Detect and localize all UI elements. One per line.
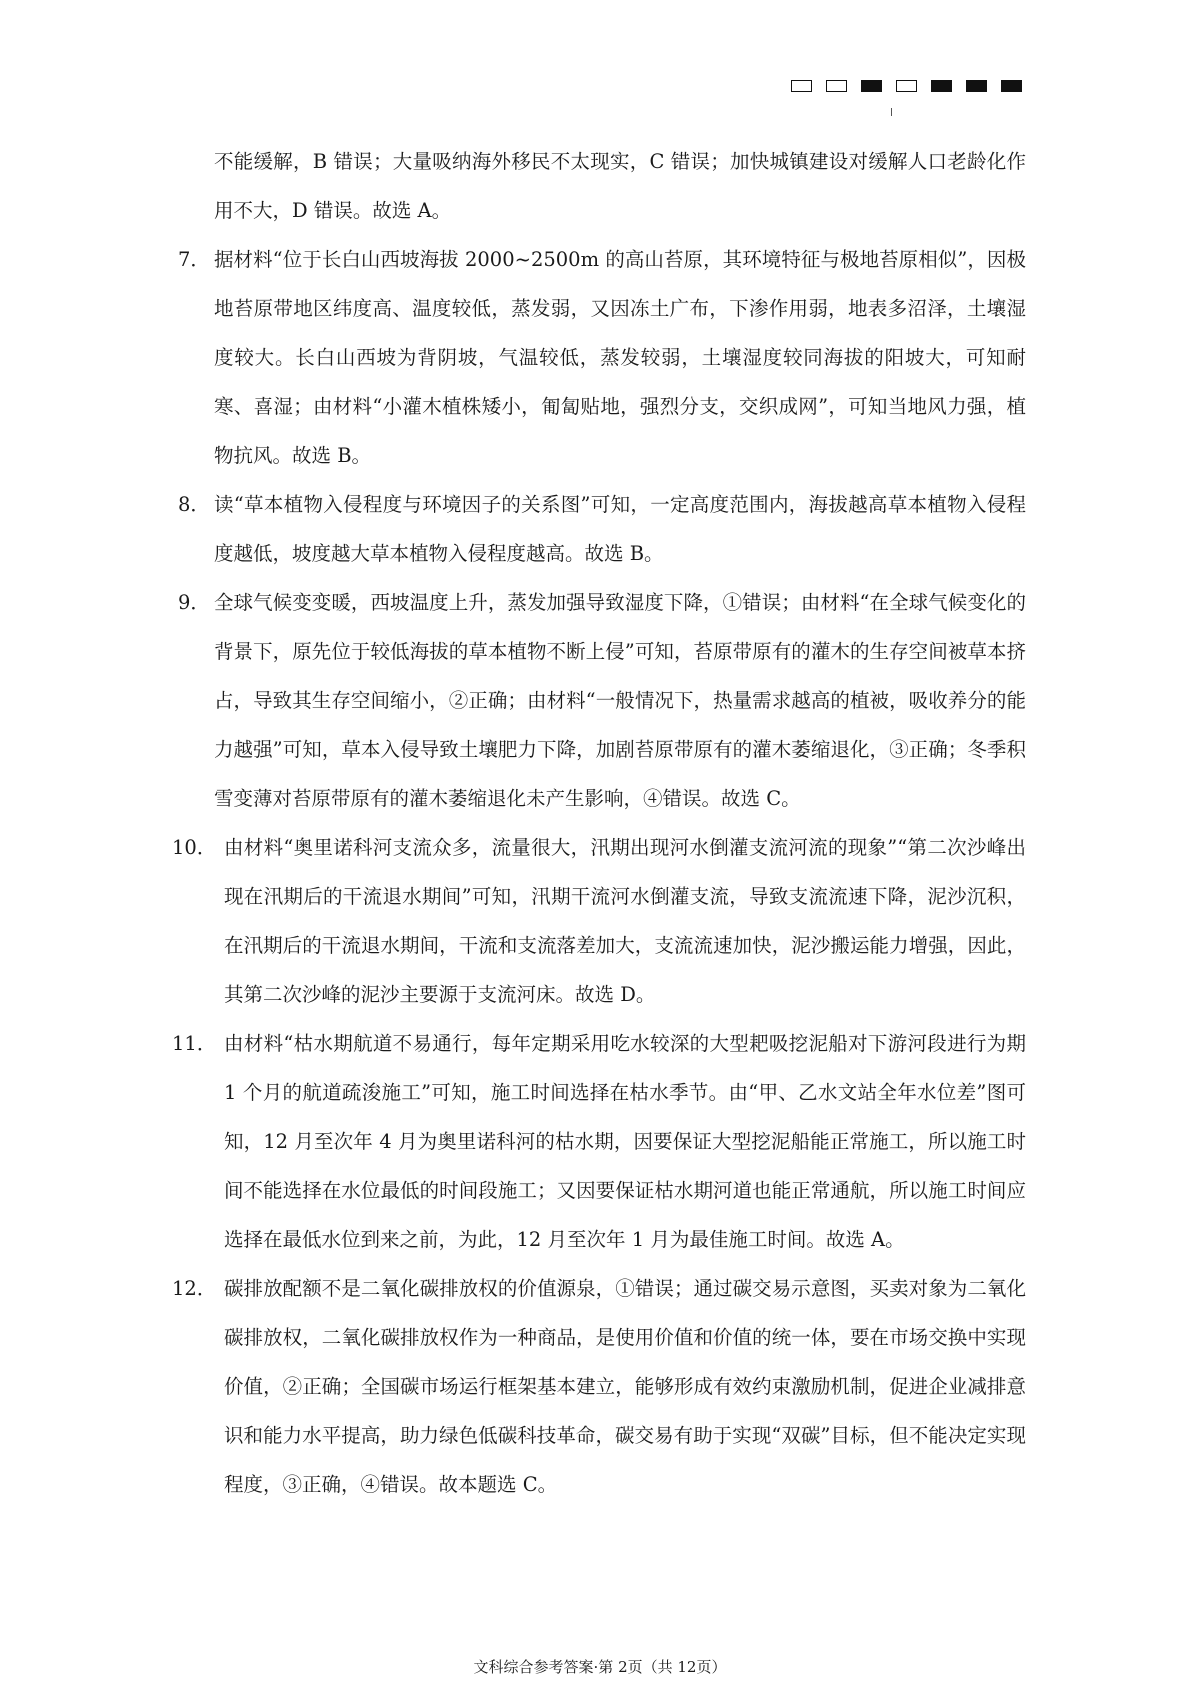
header-tick — [891, 108, 892, 116]
header-mark — [966, 80, 987, 92]
header-mark — [861, 80, 882, 92]
answer-item-9 — [178, 578, 1026, 823]
page-footer: 文科综合参考答案·第 2页（共 12页） — [473, 1658, 727, 1676]
answer-number: 9． — [178, 591, 210, 614]
answer-text: 由材料“枯水期航道不易通行，每年定期采用吃水较深的大型耙吸挖泥船对下游河段进行为期 1 个月的航道疏浚施工”可知，施工时间选择在枯水季节。由“甲、乙水文站全年水位差”图可知，12 月至次年 4 月为奥里诺科河的枯水期，因要保证大型挖泥船能正常施工，所以施工时间不能选择在水位最低的时间段施工；又因要保证枯水期河道也能正常通航，所以施工时间应选择在最低水位到来之前，为此，12 月至次年 1 月为最佳施工时间。故选 A。 — [224, 1032, 1026, 1251]
answer-number: 7． — [178, 248, 210, 271]
answer-text: 由材料“奥里诺科河支流众多，流量很大，汛期出现河水倒灌支流河流的现象”“第二次沙峰出现在汛期后的干流退水期间”可知，汛期干流河水倒灌支流，导致支流流速下降，泥沙沉积，在汛期后的干流退水期间，干流和支流落差加大，支流流速加快，泥沙搬运能力增强，因此，其第二次沙峰的泥沙主要源于支流河床。故选 D。 — [224, 836, 1026, 1006]
answer-text: 碳排放配额不是二氧化碳排放权的价值源泉，①错误；通过碳交易示意图，买卖对象为二氧化碳排放权，二氧化碳排放权作为一种商品，是使用价值和价值的统一体，要在市场交换中实现价值，②正确；全国碳市场运行框架基本建立，能够形成有效约束激励机制，促进企业减排意识和能力水平提高，助力绿色低碳科技革命，碳交易有助于实现“双碳”目标，但不能决定实现程度，③正确，④错误。故本题选 C。 — [224, 1277, 1026, 1496]
header-mark — [896, 80, 917, 92]
answer-item-7 — [178, 235, 1026, 480]
answer-content — [172, 137, 1026, 1509]
answer-text: 读“草本植物入侵程度与环境因子的关系图”可知，一定高度范围内，海拔越高草本植物入侵程度越低，坡度越大草本植物入侵程度越高。故选 B。 — [214, 493, 1026, 565]
header-marks — [791, 80, 1022, 92]
answer-item-8 — [178, 480, 1026, 578]
header-mark — [791, 80, 812, 92]
answer-item-11 — [172, 1019, 1026, 1264]
header-mark — [826, 80, 847, 92]
answer-text: 据材料“位于长白山西坡海拔 2000~2500m 的高山苔原，其环境特征与极地苔原相似”，因极地苔原带地区纬度高、温度较低，蒸发弱，又因冻土广布，下渗作用弱，地表多沼泽，土壤湿度较大。长白山西坡为背阴坡，气温较低，蒸发较弱，土壤湿度较同海拔的阳坡大，可知耐寒、喜湿；由材料“小灌木植株矮小，匍匐贴地，强烈分支，交织成网”，可知当地风力强，植物抗风。故选 B。 — [214, 248, 1026, 467]
header-mark — [931, 80, 952, 92]
answer-number: 12． — [172, 1277, 217, 1300]
answer-text: 全球气候变变暖，西坡温度上升，蒸发加强导致湿度下降，①错误；由材料“在全球气候变化的背景下，原先位于较低海拔的草本植物不断上侵”可知，苔原带原有的灌木的生存空间被草本挤占，导致其生存空间缩小，②正确；由材料“一般情况下，热量需求越高的植被，吸收养分的能力越强”可知，草本入侵导致土壤肥力下降，加剧苔原带原有的灌木萎缩退化，③正确；冬季积雪变薄对苔原带原有的灌木萎缩退化未产生影响，④错误。故选 C。 — [214, 591, 1026, 810]
continuation-paragraph: 不能缓解，B 错误；大量吸纳海外移民不太现实，C 错误；加快城镇建设对缓解人口老龄化作用不大，D 错误。故选 A。 — [214, 150, 1026, 222]
answer-item-10 — [172, 823, 1026, 1019]
answer-number: 11． — [172, 1032, 217, 1055]
answer-item-12 — [172, 1264, 1026, 1509]
answer-number: 10． — [172, 836, 217, 859]
header-mark — [1001, 80, 1022, 92]
answer-number: 8． — [178, 493, 210, 516]
